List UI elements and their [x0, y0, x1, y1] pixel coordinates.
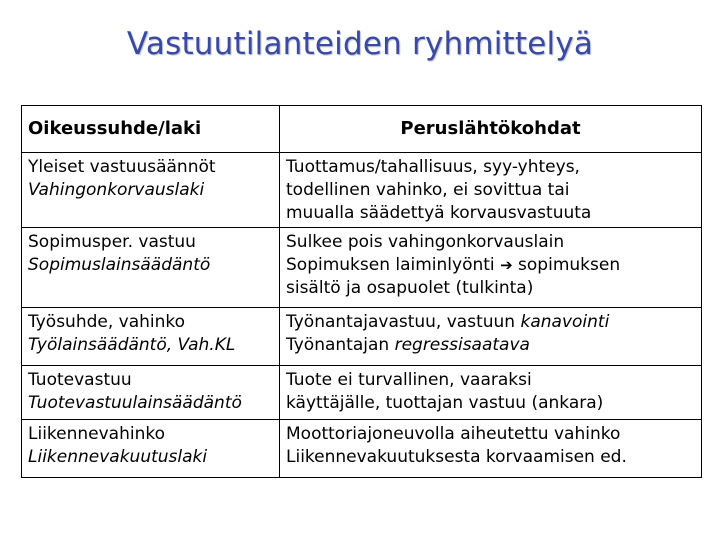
cell-principles: [280, 153, 702, 228]
cell-text: Liikennevahinko: [28, 424, 166, 444]
cell-text-line: [286, 334, 695, 357]
column-header-oikeussuhde: Oikeussuhde/laki: [22, 106, 280, 153]
cell-text: Työsuhde, vahinko: [28, 312, 186, 332]
cell-law-name: Tuotevastuulainsäädäntö: [28, 393, 242, 413]
cell-legal-basis: [22, 366, 280, 420]
cell-text-line: [286, 254, 695, 277]
cell-principles: [280, 420, 702, 478]
cell-law-name: Liikennevakuutuslaki: [28, 447, 208, 467]
responsibility-table: [21, 105, 702, 478]
cell-law-name: Sopimuslainsäädäntö: [28, 255, 211, 275]
cell-principles: [280, 228, 702, 308]
cell-text: muualla säädettyä korvausvastuuta: [286, 203, 592, 223]
cell-emphasis: kanavointi: [520, 312, 610, 332]
cell-text: Tuote ei turvallinen, vaaraksi: [286, 370, 532, 390]
cell-text-line: [286, 311, 695, 334]
cell-legal-basis: [22, 308, 280, 366]
table-header-row: [22, 106, 702, 153]
cell-legal-basis: [22, 420, 280, 478]
cell-text: Moottoriajoneuvolla aiheutettu vahinko: [286, 424, 621, 444]
cell-principles: [280, 366, 702, 420]
cell-text: Tuottamus/tahallisuus, syy-yhteys,: [286, 157, 580, 177]
cell-text: sisältö ja osapuolet (tulkinta): [286, 278, 534, 298]
table-row: [22, 228, 702, 308]
cell-law-name: Vahingonkorvauslaki: [28, 180, 205, 200]
cell-legal-basis: [22, 153, 280, 228]
cell-text: Sopimuksen laiminlyönti: [286, 255, 495, 275]
cell-text: Tuotevastuu: [28, 370, 132, 390]
cell-text: käyttäjälle, tuottajan vastuu (ankara): [286, 393, 604, 413]
table-row: [22, 153, 702, 228]
table-row: [22, 308, 702, 366]
cell-legal-basis: [22, 228, 280, 308]
cell-emphasis: regressisaatava: [394, 335, 530, 355]
cell-text: Liikennevakuutuksesta korvaamisen ed.: [286, 447, 627, 467]
cell-text: Sulkee pois vahingonkorvauslain: [286, 232, 565, 252]
table-row: [22, 366, 702, 420]
page-title: Vastuutilanteiden ryhmittelyä: [126, 26, 594, 62]
cell-text: todellinen vahinko, ei sovittua tai: [286, 180, 570, 200]
cell-text: sopimuksen: [518, 255, 621, 275]
cell-law-name: Työlainsäädäntö, Vah.KL: [28, 335, 236, 355]
cell-principles: [280, 308, 702, 366]
arrow-right-icon: ➔: [500, 256, 513, 274]
cell-text: Työnantajavastuu, vastuun: [286, 312, 516, 332]
cell-text: Työnantajan: [286, 335, 390, 355]
cell-text: Yleiset vastuusäännöt: [28, 157, 216, 177]
table-row: [22, 420, 702, 478]
cell-text: Sopimusper. vastuu: [28, 232, 196, 252]
column-header-peruslahtokohdat: Peruslähtökohdat: [280, 106, 702, 153]
